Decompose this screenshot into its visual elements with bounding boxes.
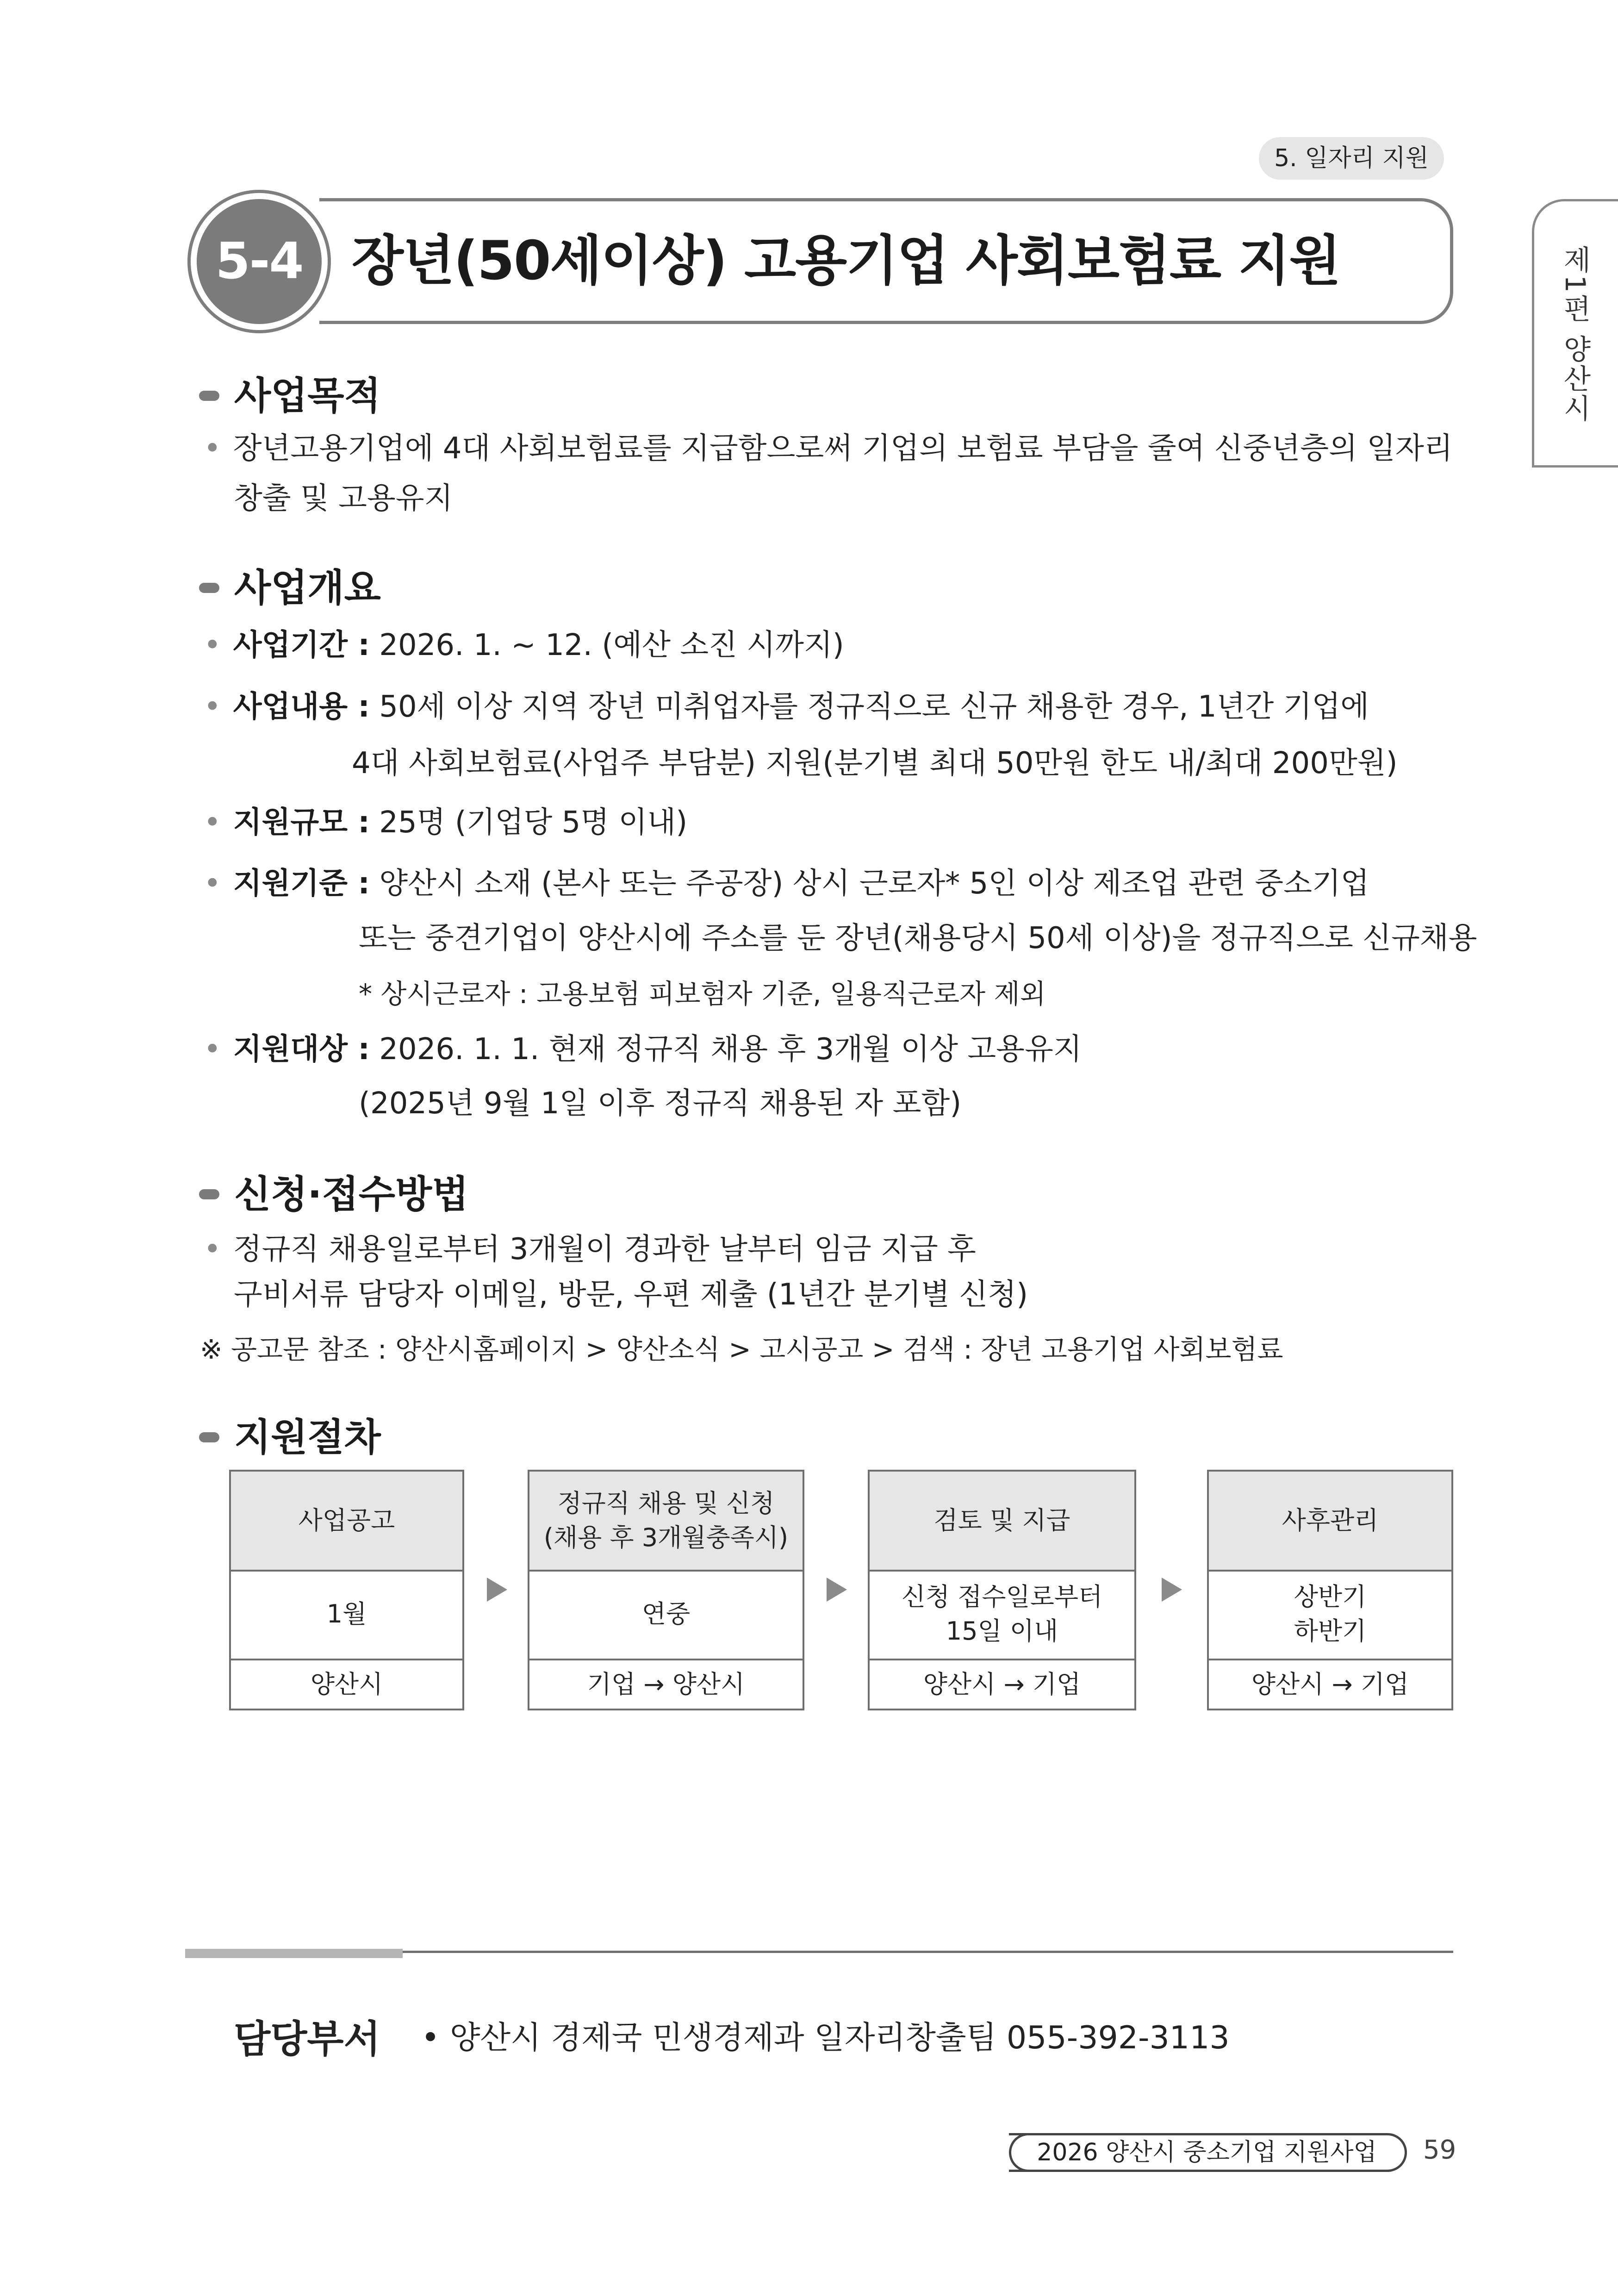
side-tab-label: 제1편 양산시	[1559, 245, 1591, 424]
bullet: •	[204, 628, 221, 662]
heading-marker	[199, 391, 219, 401]
chapter-tag: 5. 일자리 지원	[1259, 137, 1444, 180]
period-label: 사업기간 :	[233, 628, 370, 662]
scale-label: 지원규모 :	[233, 805, 370, 840]
apply-notice: ※ 공고문 참조 : 양산시홈페이지 > 양산소식 > 고시공고 > 검색 : 장년 고용기업 사회보험료	[200, 1334, 1283, 1365]
bullet: •	[204, 1032, 221, 1067]
step-actor: 양산시	[310, 1670, 383, 1699]
step-time: 연중	[529, 1570, 803, 1660]
heading-marker	[199, 1189, 219, 1199]
section-number-badge: 5-4	[197, 199, 322, 324]
page-title: 장년(50세이상) 고용기업 사회보험료 지원	[352, 230, 1340, 292]
step-title: 검토 및 지급	[870, 1472, 1134, 1572]
overview-criteria-2: 또는 중견기업이 양산시에 주소를 둔 장년(채용당시 50세 이상)을 정규직으로 신규채용	[359, 921, 1477, 955]
step-time: 1월	[231, 1570, 462, 1660]
period-value: 2026. 1. ~ 12. (예산 소진 시까지)	[379, 628, 844, 662]
criteria-label: 지원기준 :	[233, 867, 370, 901]
scale-value: 25명 (기업당 5명 이내)	[379, 805, 688, 840]
procedure-step-4	[1207, 1470, 1453, 1710]
arrow-right-icon	[487, 1578, 507, 1602]
procedure-step-1	[229, 1470, 464, 1710]
footer-divider-accent	[185, 1949, 403, 1958]
page-number: 59	[1423, 2135, 1456, 2165]
criteria-value-1: 양산시 소재 (본사 또는 주공장) 상시 근로자* 5인 이상 제조업 관련 중소기업	[379, 867, 1369, 901]
procedure-heading	[199, 1407, 381, 1461]
heading-marker	[199, 1432, 219, 1442]
overview-criteria	[204, 856, 1369, 911]
step-actor: 기업 → 양산시	[587, 1670, 745, 1699]
arrow-right-icon	[1162, 1578, 1182, 1602]
procedure-step-3	[868, 1470, 1136, 1710]
step-time: 신청 접수일로부터 15일 이내	[870, 1570, 1134, 1660]
overview-target	[204, 1022, 1082, 1077]
target-label: 지원대상 :	[233, 1032, 370, 1067]
apply-heading-text: 신청·접수방법	[234, 1173, 469, 1217]
bullet: •	[204, 1232, 221, 1267]
step-title: 사업공고	[231, 1472, 462, 1572]
step-actor: 양산시 → 기업	[923, 1670, 1081, 1699]
heading-marker	[199, 583, 219, 593]
department-value: • 양산시 경제국 민생경제과 일자리창출팀 055-392-3113	[421, 2020, 1230, 2056]
step-time: 상반기 하반기	[1209, 1570, 1451, 1660]
step-actor: 양산시 → 기업	[1251, 1670, 1409, 1699]
bullet: •	[204, 431, 221, 466]
overview-target-2: (2025년 9월 1일 이후 정규직 채용된 자 포함)	[359, 1086, 962, 1121]
book-title: 2026 양산시 중소기업 지원사업	[1009, 2133, 1407, 2172]
bullet: •	[204, 805, 221, 840]
purpose-line-1	[204, 421, 1453, 476]
content-value-1: 50세 이상 지역 장년 미취업자를 정규직으로 신규 채용한 경우, 1년간 기업에	[379, 690, 1369, 724]
step-title: 사후관리	[1209, 1472, 1451, 1572]
apply-text-1: 정규직 채용일로부터 3개월이 경과한 날부터 임금 지급 후	[233, 1232, 976, 1267]
overview-content-2: 4대 사회보험료(사업주 부담분) 지원(분기별 최대 50만원 한도 내/최대 200만원)	[352, 746, 1398, 780]
arrow-right-icon	[827, 1578, 847, 1602]
purpose-text-1: 장년고용기업에 4대 사회보험료를 지급함으로써 기업의 보험료 부담을 줄여 신중년층의 일자리	[233, 431, 1453, 466]
department-label: 담당부서	[234, 2017, 380, 2061]
purpose-heading	[199, 366, 381, 420]
overview-heading-text: 사업개요	[234, 566, 381, 610]
step-title: 정규직 채용 및 신청 (채용 후 3개월충족시)	[529, 1472, 803, 1572]
target-value-1: 2026. 1. 1. 현재 정규직 채용 후 3개월 이상 고용유지	[379, 1032, 1082, 1067]
bullet: •	[204, 867, 221, 901]
overview-content	[204, 680, 1369, 734]
apply-line-2: 구비서류 담당자 이메일, 방문, 우편 제출 (1년간 분기별 신청)	[234, 1278, 1028, 1312]
overview-scale	[204, 795, 687, 850]
purpose-heading-text: 사업목적	[234, 374, 381, 418]
overview-period	[204, 618, 844, 673]
procedure-step-2	[528, 1470, 804, 1710]
purpose-line-2: 창출 및 고용유지	[234, 481, 453, 516]
procedure-heading-text: 지원절차	[234, 1416, 381, 1460]
overview-heading	[199, 558, 381, 612]
criteria-note: * 상시근로자 : 고용보험 피보험자 기준, 일용직근로자 제외	[359, 978, 1046, 1010]
bullet: •	[204, 690, 221, 724]
content-label: 사업내용 :	[233, 690, 370, 724]
apply-heading	[199, 1164, 468, 1218]
